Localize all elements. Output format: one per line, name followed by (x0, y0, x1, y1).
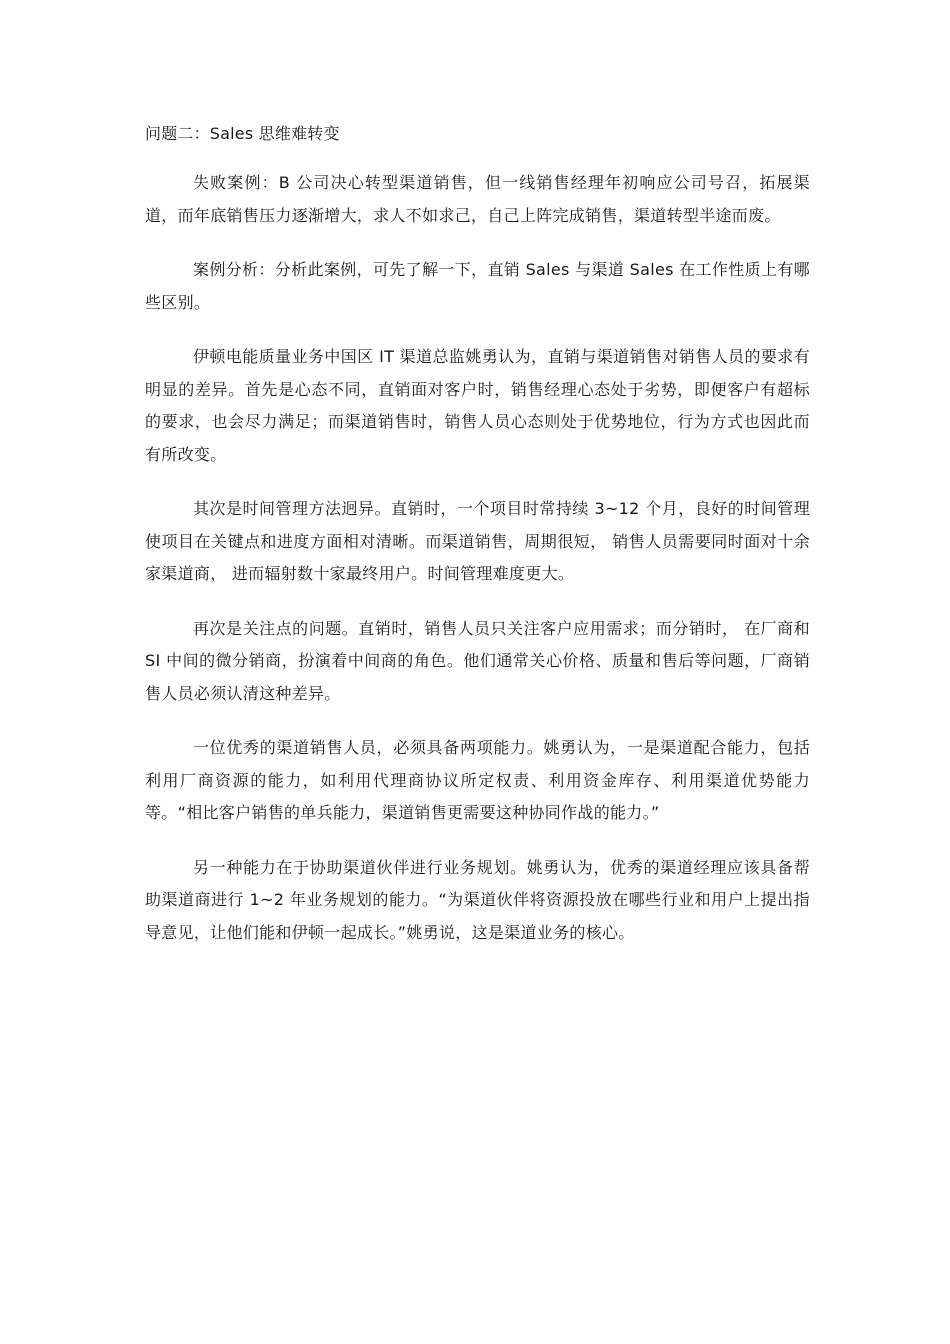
paragraph-mindset-difference: 伊顿电能质量业务中国区 IT 渠道总监姚勇认为，直销与渠道销售对销售人员的要求有明显的差异。首先是心态不同，直销面对客户时，销售经理心态处于劣势，即便客户有超标的要求，也会尽力满足；而渠道销售时，销售人员心态则处于优势地位，行为方式也因此而有所改变。 (145, 347, 810, 464)
paragraph-business-planning: 另一种能力在于协助渠道伙伴进行业务规划。姚勇认为，优秀的渠道经理应该具备帮助渠道商进行 1~2 年业务规划的能力。“为渠道伙伴将资源投放在哪些行业和用户上提出指导意见，让他们能和伊顿一起成长。”姚勇说，这是渠道业务的核心。 (145, 857, 810, 942)
paragraph-focus-points: 再次是关注点的问题。直销时，销售人员只关注客户应用需求；而分销时， 在厂商和 SI 中间的微分销商，扮演着中间商的角色。他们通常关心价格、质量和售后等问题，厂商销售人员必须认清这种差异。 (145, 618, 810, 703)
paragraph-time-management: 其次是时间管理方法迥异。直销时，一个项目时常持续 3~12 个月，良好的时间管理使项目在关键点和进度方面相对清晰。而渠道销售，周期很短， 销售人员需要同时面对十余家渠道商， 进而辐射数十家最终用户。时间管理难度更大。 (145, 499, 810, 583)
paragraph-failure-case: 失败案例：B 公司决心转型渠道销售，但一线销售经理年初响应公司号召，拓展渠道，而年底销售压力逐渐增大，求人不如求己，自己上阵完成销售，渠道转型半途而废。 (145, 173, 810, 225)
section-heading: 问题二：Sales 思维难转变 (145, 124, 340, 143)
paragraph-case-analysis: 案例分析：分析此案例，可先了解一下，直销 Sales 与渠道 Sales 在工作性质上有哪些区别。 (145, 260, 810, 312)
document-body (145, 118, 810, 971)
paragraph-channel-cooperation: 一位优秀的渠道销售人员，必须具备两项能力。姚勇认为，一是渠道配合能力，包括利用厂商资源的能力，如利用代理商协议所定权责、利用资金库存、利用渠道优势能力等。“相比客户销售的单兵能力，渠道销售更需要这种协同作战的能力。” (145, 738, 810, 822)
